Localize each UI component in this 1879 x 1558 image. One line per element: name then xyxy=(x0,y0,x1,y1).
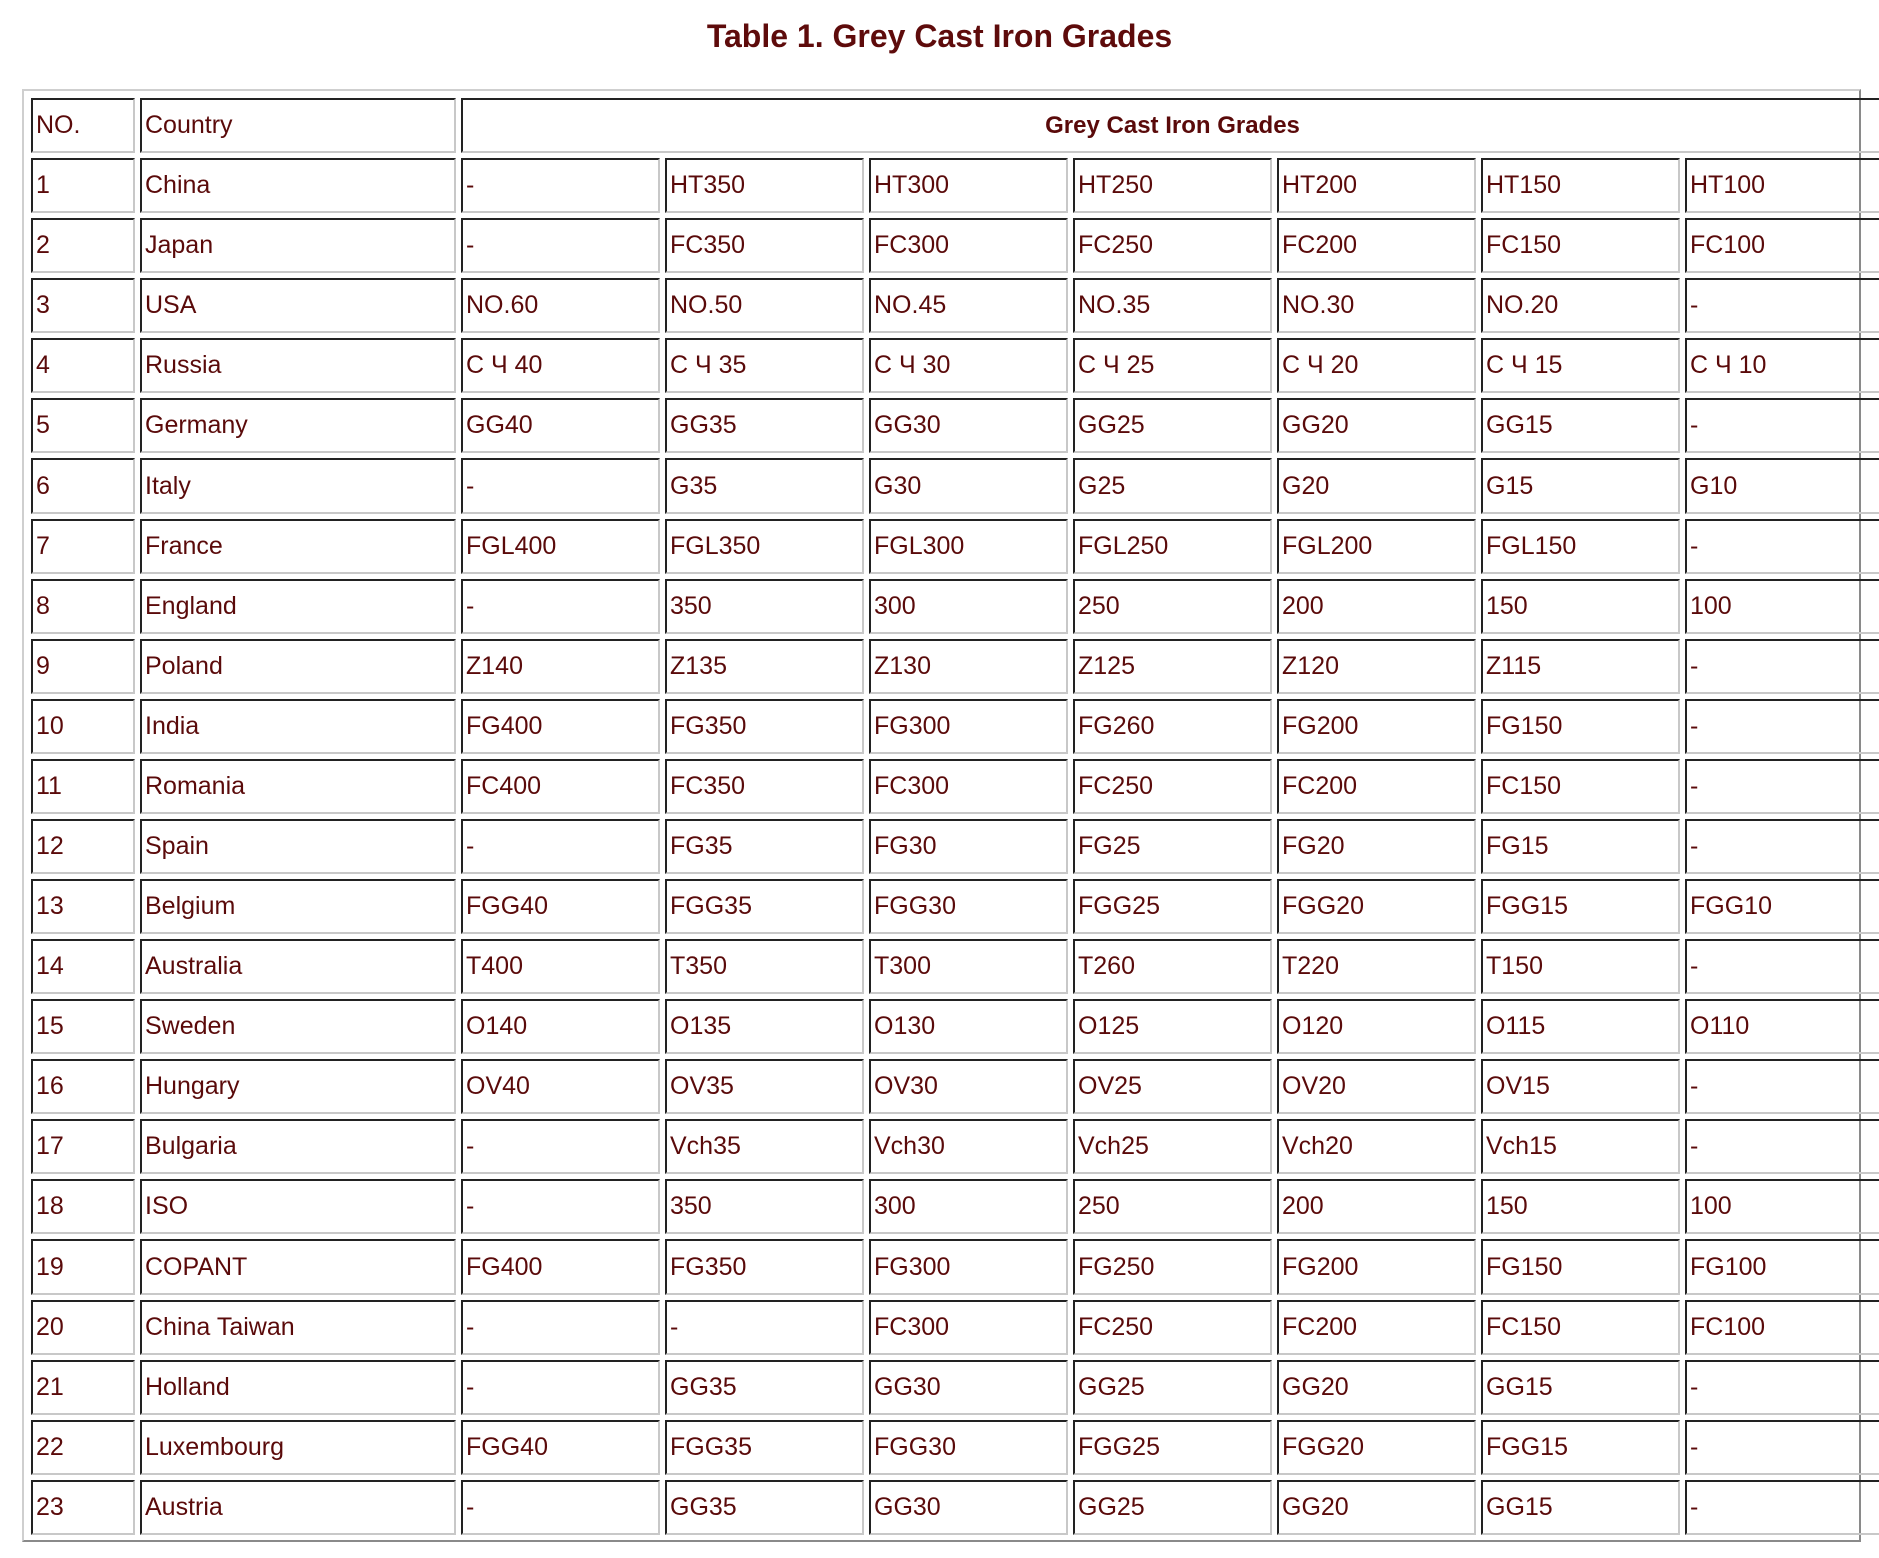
grade-cell: 100 xyxy=(1685,1179,1879,1234)
grade-cell: - xyxy=(461,458,660,513)
row-country: Belgium xyxy=(140,879,456,934)
grade-cell: С Ч 10 xyxy=(1685,338,1879,393)
grade-cell: FC250 xyxy=(1073,1300,1272,1355)
grade-cell: T300 xyxy=(869,939,1068,994)
grade-cell: GG30 xyxy=(869,1360,1068,1415)
grade-cell: Z125 xyxy=(1073,639,1272,694)
grade-cell: Z130 xyxy=(869,639,1068,694)
grade-cell: O115 xyxy=(1481,999,1680,1054)
grade-cell: Z120 xyxy=(1277,639,1476,694)
table-row xyxy=(31,579,1879,634)
grade-cell: 200 xyxy=(1277,1179,1476,1234)
grade-cell: GG40 xyxy=(461,398,660,453)
grade-cell: 250 xyxy=(1073,1179,1272,1234)
grade-cell: FG100 xyxy=(1685,1239,1879,1294)
table-row xyxy=(31,699,1879,754)
grade-cell: С Ч 35 xyxy=(665,338,864,393)
grade-cell: - xyxy=(1685,519,1879,574)
grade-cell: - xyxy=(1685,639,1879,694)
grade-cell: - xyxy=(461,1119,660,1174)
grade-cell: 300 xyxy=(869,1179,1068,1234)
grade-cell: FG200 xyxy=(1277,699,1476,754)
grade-cell: FC200 xyxy=(1277,1300,1476,1355)
grade-cell: С Ч 25 xyxy=(1073,338,1272,393)
grade-cell: GG15 xyxy=(1481,398,1680,453)
grade-cell: GG35 xyxy=(665,398,864,453)
grade-cell: NO.30 xyxy=(1277,278,1476,333)
grade-cell: FGL400 xyxy=(461,519,660,574)
row-country: Poland xyxy=(140,639,456,694)
row-country: Sweden xyxy=(140,999,456,1054)
row-number: 4 xyxy=(31,338,135,393)
grade-cell: Z115 xyxy=(1481,639,1680,694)
grade-cell: FC350 xyxy=(665,218,864,273)
table-row xyxy=(31,1179,1879,1234)
grade-cell: FGG30 xyxy=(869,1420,1068,1475)
table-row xyxy=(31,819,1879,874)
table-row xyxy=(31,398,1879,453)
grade-cell: - xyxy=(1685,1420,1879,1475)
grade-cell: 250 xyxy=(1073,579,1272,634)
grade-cell: NO.60 xyxy=(461,278,660,333)
grade-cell: O130 xyxy=(869,999,1068,1054)
row-number: 16 xyxy=(31,1059,135,1114)
grade-cell: FG25 xyxy=(1073,819,1272,874)
grade-cell: OV20 xyxy=(1277,1059,1476,1114)
grade-cell: FC200 xyxy=(1277,218,1476,273)
row-number: 3 xyxy=(31,278,135,333)
grade-cell: GG25 xyxy=(1073,398,1272,453)
grade-cell: С Ч 40 xyxy=(461,338,660,393)
row-number: 9 xyxy=(31,639,135,694)
grade-cell: FGG15 xyxy=(1481,1420,1680,1475)
grade-cell: OV40 xyxy=(461,1059,660,1114)
grade-cell: С Ч 15 xyxy=(1481,338,1680,393)
grade-cell: FG400 xyxy=(461,1239,660,1294)
grade-cell: 200 xyxy=(1277,579,1476,634)
grade-cell: FGG10 xyxy=(1685,879,1879,934)
grade-cell: Vch15 xyxy=(1481,1119,1680,1174)
table-row xyxy=(31,939,1879,994)
grade-cell: NO.35 xyxy=(1073,278,1272,333)
grade-cell: - xyxy=(1685,278,1879,333)
grade-cell: O120 xyxy=(1277,999,1476,1054)
table-row xyxy=(31,519,1879,574)
grade-cell: T220 xyxy=(1277,939,1476,994)
row-country: Spain xyxy=(140,819,456,874)
grade-cell: FGG25 xyxy=(1073,879,1272,934)
table-row xyxy=(31,639,1879,694)
header-grades: Grey Cast Iron Grades xyxy=(461,98,1879,153)
row-number: 22 xyxy=(31,1420,135,1475)
grade-cell: FC300 xyxy=(869,218,1068,273)
grade-cell: HT300 xyxy=(869,158,1068,213)
grade-cell: OV25 xyxy=(1073,1059,1272,1114)
grade-cell: FC100 xyxy=(1685,218,1879,273)
grade-cell: - xyxy=(1685,759,1879,814)
grade-cell: - xyxy=(1685,1119,1879,1174)
grade-cell: Vch35 xyxy=(665,1119,864,1174)
table-row xyxy=(31,1480,1879,1535)
grade-cell: Vch25 xyxy=(1073,1119,1272,1174)
grade-cell: HT250 xyxy=(1073,158,1272,213)
table-row xyxy=(31,218,1879,273)
grade-cell: FG35 xyxy=(665,819,864,874)
grade-cell: - xyxy=(1685,939,1879,994)
grade-cell: GG30 xyxy=(869,1480,1068,1535)
grade-cell: Vch30 xyxy=(869,1119,1068,1174)
grade-cell: FGL300 xyxy=(869,519,1068,574)
grade-cell: С Ч 20 xyxy=(1277,338,1476,393)
grade-cell: GG20 xyxy=(1277,1480,1476,1535)
grades-table xyxy=(26,93,1879,1540)
table-row xyxy=(31,338,1879,393)
header-no: NO. xyxy=(31,98,135,153)
grade-cell: 300 xyxy=(869,579,1068,634)
grade-cell: O110 xyxy=(1685,999,1879,1054)
grade-cell: FG15 xyxy=(1481,819,1680,874)
row-number: 20 xyxy=(31,1300,135,1355)
grade-cell: NO.50 xyxy=(665,278,864,333)
grade-cell: FGG30 xyxy=(869,879,1068,934)
grade-cell: - xyxy=(461,1480,660,1535)
row-number: 18 xyxy=(31,1179,135,1234)
grade-cell: Z140 xyxy=(461,639,660,694)
grade-cell: GG30 xyxy=(869,398,1068,453)
grade-cell: HT200 xyxy=(1277,158,1476,213)
grade-cell: Z135 xyxy=(665,639,864,694)
grade-cell: FGL150 xyxy=(1481,519,1680,574)
row-country: USA xyxy=(140,278,456,333)
grade-cell: - xyxy=(1685,1360,1879,1415)
grade-cell: O125 xyxy=(1073,999,1272,1054)
row-country: Hungary xyxy=(140,1059,456,1114)
grade-cell: FGG20 xyxy=(1277,879,1476,934)
grade-cell: FGL350 xyxy=(665,519,864,574)
grade-cell: 350 xyxy=(665,579,864,634)
grade-cell: - xyxy=(461,819,660,874)
grade-cell: O135 xyxy=(665,999,864,1054)
page-title: Table 1. Grey Cast Iron Grades xyxy=(706,18,1173,54)
grade-cell: FGL250 xyxy=(1073,519,1272,574)
row-country: Germany xyxy=(140,398,456,453)
grade-cell: FC250 xyxy=(1073,218,1272,273)
row-country: China Taiwan xyxy=(140,1300,456,1355)
row-country: Japan xyxy=(140,218,456,273)
row-number: 7 xyxy=(31,519,135,574)
grade-cell: 150 xyxy=(1481,579,1680,634)
row-number: 19 xyxy=(31,1239,135,1294)
row-country: Australia xyxy=(140,939,456,994)
row-number: 21 xyxy=(31,1360,135,1415)
row-number: 13 xyxy=(31,879,135,934)
grade-cell: 350 xyxy=(665,1179,864,1234)
grade-cell: FC200 xyxy=(1277,759,1476,814)
grade-cell: FG250 xyxy=(1073,1239,1272,1294)
grade-cell: FGL200 xyxy=(1277,519,1476,574)
header-row xyxy=(31,98,1879,153)
grade-cell: OV30 xyxy=(869,1059,1068,1114)
grade-cell: GG20 xyxy=(1277,1360,1476,1415)
table-row xyxy=(31,1420,1879,1475)
grade-cell: FGG35 xyxy=(665,1420,864,1475)
grade-cell: T350 xyxy=(665,939,864,994)
grade-cell: T150 xyxy=(1481,939,1680,994)
grade-cell: FGG40 xyxy=(461,1420,660,1475)
grade-cell: FC150 xyxy=(1481,759,1680,814)
row-country: France xyxy=(140,519,456,574)
table-row xyxy=(31,1059,1879,1114)
grade-cell: G10 xyxy=(1685,458,1879,513)
table-row xyxy=(31,158,1879,213)
grade-cell: FGG40 xyxy=(461,879,660,934)
grade-cell: - xyxy=(1685,819,1879,874)
table-row xyxy=(31,458,1879,513)
grade-cell: T260 xyxy=(1073,939,1272,994)
row-number: 1 xyxy=(31,158,135,213)
grade-cell: GG15 xyxy=(1481,1360,1680,1415)
table-row xyxy=(31,278,1879,333)
row-country: Austria xyxy=(140,1480,456,1535)
grade-cell: HT150 xyxy=(1481,158,1680,213)
row-country: Italy xyxy=(140,458,456,513)
grade-cell: T400 xyxy=(461,939,660,994)
grade-cell: FG150 xyxy=(1481,699,1680,754)
grade-cell: FC250 xyxy=(1073,759,1272,814)
grade-cell: FGG25 xyxy=(1073,1420,1272,1475)
grade-cell: G35 xyxy=(665,458,864,513)
row-country: ISO xyxy=(140,1179,456,1234)
table-row xyxy=(31,1300,1879,1355)
row-number: 17 xyxy=(31,1119,135,1174)
row-country: Holland xyxy=(140,1360,456,1415)
grade-cell: FC400 xyxy=(461,759,660,814)
grade-cell: - xyxy=(461,1360,660,1415)
grade-cell: FC100 xyxy=(1685,1300,1879,1355)
grade-cell: FG350 xyxy=(665,699,864,754)
grade-cell: - xyxy=(1685,699,1879,754)
grade-cell: - xyxy=(461,158,660,213)
grade-cell: FG200 xyxy=(1277,1239,1476,1294)
grade-cell: - xyxy=(461,1179,660,1234)
grade-cell: FGG15 xyxy=(1481,879,1680,934)
grade-cell: - xyxy=(1685,398,1879,453)
grade-cell: FC300 xyxy=(869,1300,1068,1355)
grade-cell: O140 xyxy=(461,999,660,1054)
grade-cell: GG35 xyxy=(665,1480,864,1535)
table-row xyxy=(31,759,1879,814)
row-country: Bulgaria xyxy=(140,1119,456,1174)
row-number: 23 xyxy=(31,1480,135,1535)
grade-cell: G20 xyxy=(1277,458,1476,513)
grade-cell: FGG20 xyxy=(1277,1420,1476,1475)
grade-cell: G25 xyxy=(1073,458,1272,513)
grade-cell: FG400 xyxy=(461,699,660,754)
grade-cell: FG260 xyxy=(1073,699,1272,754)
grade-cell: GG20 xyxy=(1277,398,1476,453)
grade-cell: С Ч 30 xyxy=(869,338,1068,393)
grade-cell: GG25 xyxy=(1073,1360,1272,1415)
header-country: Country xyxy=(140,98,456,153)
table-row xyxy=(31,1119,1879,1174)
grade-cell: HT350 xyxy=(665,158,864,213)
grade-cell: G30 xyxy=(869,458,1068,513)
grade-cell: - xyxy=(461,218,660,273)
grade-cell: - xyxy=(461,579,660,634)
grade-cell: FC300 xyxy=(869,759,1068,814)
grade-cell: FG30 xyxy=(869,819,1068,874)
grade-cell: - xyxy=(1685,1480,1879,1535)
grade-cell: FG300 xyxy=(869,1239,1068,1294)
table-row xyxy=(31,1360,1879,1415)
grade-cell: FG20 xyxy=(1277,819,1476,874)
grade-cell: Vch20 xyxy=(1277,1119,1476,1174)
grade-cell: FG350 xyxy=(665,1239,864,1294)
grade-cell: NO.45 xyxy=(869,278,1068,333)
row-number: 6 xyxy=(31,458,135,513)
grade-cell: - xyxy=(1685,1059,1879,1114)
table-frame xyxy=(22,89,1861,1542)
row-number: 8 xyxy=(31,579,135,634)
grade-cell: FC150 xyxy=(1481,218,1680,273)
row-number: 10 xyxy=(31,699,135,754)
grade-cell: - xyxy=(461,1300,660,1355)
row-country: COPANT xyxy=(140,1239,456,1294)
grade-cell: FC350 xyxy=(665,759,864,814)
row-country: England xyxy=(140,579,456,634)
grade-cell: NO.20 xyxy=(1481,278,1680,333)
row-country: China xyxy=(140,158,456,213)
grade-cell: FG300 xyxy=(869,699,1068,754)
grade-cell: GG15 xyxy=(1481,1480,1680,1535)
grade-cell: 100 xyxy=(1685,579,1879,634)
table-row xyxy=(31,879,1879,934)
row-number: 14 xyxy=(31,939,135,994)
grade-cell: HT100 xyxy=(1685,158,1879,213)
grade-cell: 150 xyxy=(1481,1179,1680,1234)
table-row xyxy=(31,1239,1879,1294)
grade-cell: G15 xyxy=(1481,458,1680,513)
grade-cell: - xyxy=(665,1300,864,1355)
row-country: Luxembourg xyxy=(140,1420,456,1475)
row-country: Russia xyxy=(140,338,456,393)
row-country: Romania xyxy=(140,759,456,814)
row-number: 15 xyxy=(31,999,135,1054)
grade-cell: OV35 xyxy=(665,1059,864,1114)
row-number: 5 xyxy=(31,398,135,453)
row-country: India xyxy=(140,699,456,754)
row-number: 2 xyxy=(31,218,135,273)
grade-cell: GG25 xyxy=(1073,1480,1272,1535)
row-number: 11 xyxy=(31,759,135,814)
grade-cell: OV15 xyxy=(1481,1059,1680,1114)
grade-cell: FG150 xyxy=(1481,1239,1680,1294)
grade-cell: FC150 xyxy=(1481,1300,1680,1355)
table-body xyxy=(31,98,1879,1535)
grade-cell: GG35 xyxy=(665,1360,864,1415)
grade-cell: FGG35 xyxy=(665,879,864,934)
row-number: 12 xyxy=(31,819,135,874)
table-row xyxy=(31,999,1879,1054)
